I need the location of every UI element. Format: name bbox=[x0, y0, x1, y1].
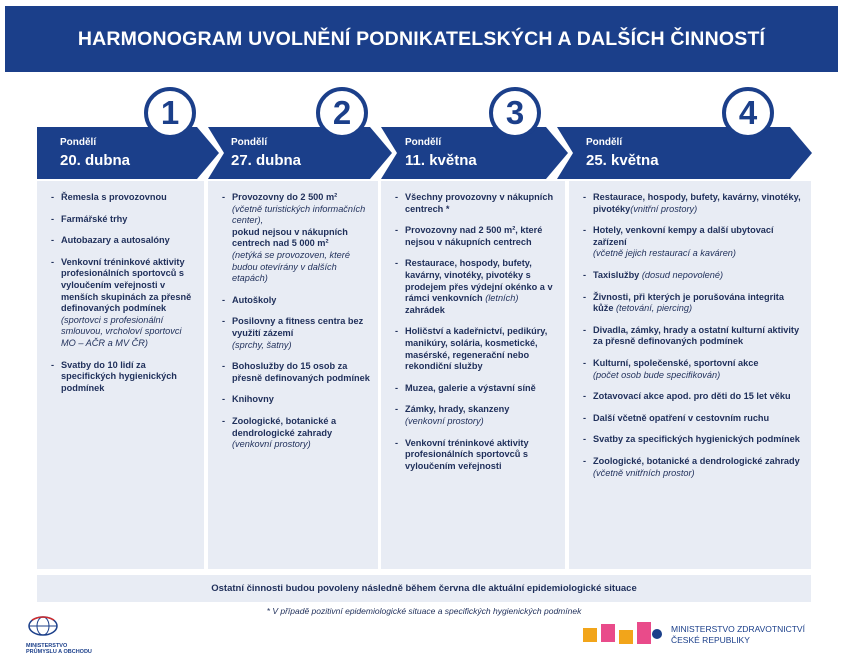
phase-day: Pondělí bbox=[231, 137, 268, 148]
list-item: - Restaurace, hospody, bufety, kavárny, vinotéky, pivotéky(vnitřní prostory) bbox=[583, 192, 805, 215]
phase-2-header bbox=[231, 129, 301, 169]
logo-text: MINISTERSTVO ZDRAVOTNICTVÍ ČESKÉ REPUBLIKY bbox=[671, 624, 805, 645]
phase-3-number: 3 bbox=[489, 87, 541, 139]
list-item: - Svatby do 10 lidí za specifických hygienických podmínek bbox=[51, 360, 198, 395]
list-item: - Autobazary a autosalóny bbox=[51, 235, 198, 247]
phase-4-header bbox=[586, 129, 659, 169]
list-item: - Knihovny bbox=[222, 394, 372, 406]
list-item: - Muzea, galerie a výstavní síně bbox=[395, 383, 559, 395]
phase-2-list bbox=[208, 181, 378, 569]
phase-1-number: 1 bbox=[144, 87, 196, 139]
list-item: - Provozovny do 2 500 m² (včetně turistických informačních center), pokud nejsou v nákupních centrech nad 5 000 m² (netýká se provozoven, které budou otevírány v dalších etapách) bbox=[222, 192, 372, 285]
phase-1-header bbox=[60, 129, 130, 169]
list-item: - Další včetně opatření v cestovním ruchu bbox=[583, 413, 805, 425]
list-item: - Zoologické, botanické a dendrologické zahrady (včetně vnitřních prostor) bbox=[583, 456, 805, 479]
phase-1-list bbox=[37, 181, 204, 569]
phase-4-list bbox=[569, 181, 811, 569]
list-item: - Restaurace, hospody, bufety, kavárny, vinotéky, pivotéky s prodejem přes výdejní okénko a v rámci venkovních (letních) zahrádek bbox=[395, 258, 559, 316]
mpo-logo bbox=[26, 614, 92, 655]
footnote: * V případě pozitivní epidemiologické situace a specifických hygienických podmínek bbox=[266, 606, 582, 616]
phase-day: Pondělí bbox=[405, 137, 442, 148]
list-item: - Autoškoly bbox=[222, 295, 372, 307]
phase-date: 25. května bbox=[586, 152, 659, 169]
list-item: - Živnosti, při kterých je porušována integrita kůže (tetování, piercing) bbox=[583, 292, 805, 315]
list-item: - Posilovny a fitness centra bez využití zázemí (sprchy, šatny) bbox=[222, 316, 372, 351]
list-item: - Řemesla s provozovnou bbox=[51, 192, 198, 204]
list-item: - Bohoslužby do 15 osob za přesně definovaných podmínek bbox=[222, 361, 372, 384]
phase-2-number: 2 bbox=[316, 87, 368, 139]
list-item: - Venkovní tréninkové aktivity profesionálních sportovců s vyloučením veřejnosti bbox=[395, 438, 559, 473]
globe-logo-icon bbox=[26, 614, 60, 636]
list-item: - Venkovní tréninkové aktivity profesionálních sportovců s vyloučením veřejnosti v menších skupinách za přesně definovaných podmínek (sportovci s profesionální smlouvou, vrcholoví sportovci MO – AČR a MV ČR) bbox=[51, 257, 198, 350]
list-item: - Divadla, zámky, hrady a ostatní kulturní aktivity za přesně definovaných podmínek bbox=[583, 325, 805, 348]
phase-3-header bbox=[405, 129, 477, 169]
phase-day: Pondělí bbox=[586, 137, 623, 148]
phase-day: Pondělí bbox=[60, 137, 97, 148]
phase-date: 20. dubna bbox=[60, 152, 131, 169]
page-title: HARMONOGRAM UVOLNĚNÍ PODNIKATELSKÝCH A DALŠÍCH ČINNOSTÍ bbox=[5, 6, 838, 72]
list-item: - Farmářské trhy bbox=[51, 214, 198, 226]
list-item: - Zámky, hrady, skanzeny (venkovní prostory) bbox=[395, 404, 559, 427]
list-item: - Zoologické, botanické a dendrologické zahrady (venkovní prostory) bbox=[222, 416, 372, 451]
list-item: - Kulturní, společenské, sportovní akce (počet osob bude specifikován) bbox=[583, 358, 805, 381]
list-item: - Hotely, venkovní kempy a další ubytovací zařízení (včetně jejich restaurací a kaváren) bbox=[583, 225, 805, 260]
logo-text: MINISTERSTVO PRŮMYSLU A OBCHODU bbox=[26, 643, 92, 655]
phase-date: 11. května bbox=[405, 152, 477, 169]
phase-4-number: 4 bbox=[722, 87, 774, 139]
list-item: - Provozovny nad 2 500 m², které nejsou v nákupních centrech bbox=[395, 225, 559, 248]
list-item: - Všechny provozovny v nákupních centrech * bbox=[395, 192, 559, 215]
list-item: - Taxislužby (dosud nepovolené) bbox=[583, 270, 805, 282]
list-item: - Holičství a kadeřnictví, pedikúry, manikúry, solária, kosmetické, masérské, regenerační nebo rekondiční služby bbox=[395, 326, 559, 372]
phase-date: 27. dubna bbox=[231, 152, 302, 169]
mz-logo bbox=[583, 622, 805, 648]
list-item: - Svatby za specifických hygienických podmínek bbox=[583, 434, 805, 446]
list-item: - Zotavovací akce apod. pro děti do 15 let věku bbox=[583, 391, 805, 403]
mz-colored-logo-icon bbox=[583, 622, 663, 648]
phase-3-list bbox=[381, 181, 565, 569]
bottom-note: Ostatní činnosti budou povoleny následně během června dle aktuální epidemiologické situace bbox=[37, 575, 811, 602]
